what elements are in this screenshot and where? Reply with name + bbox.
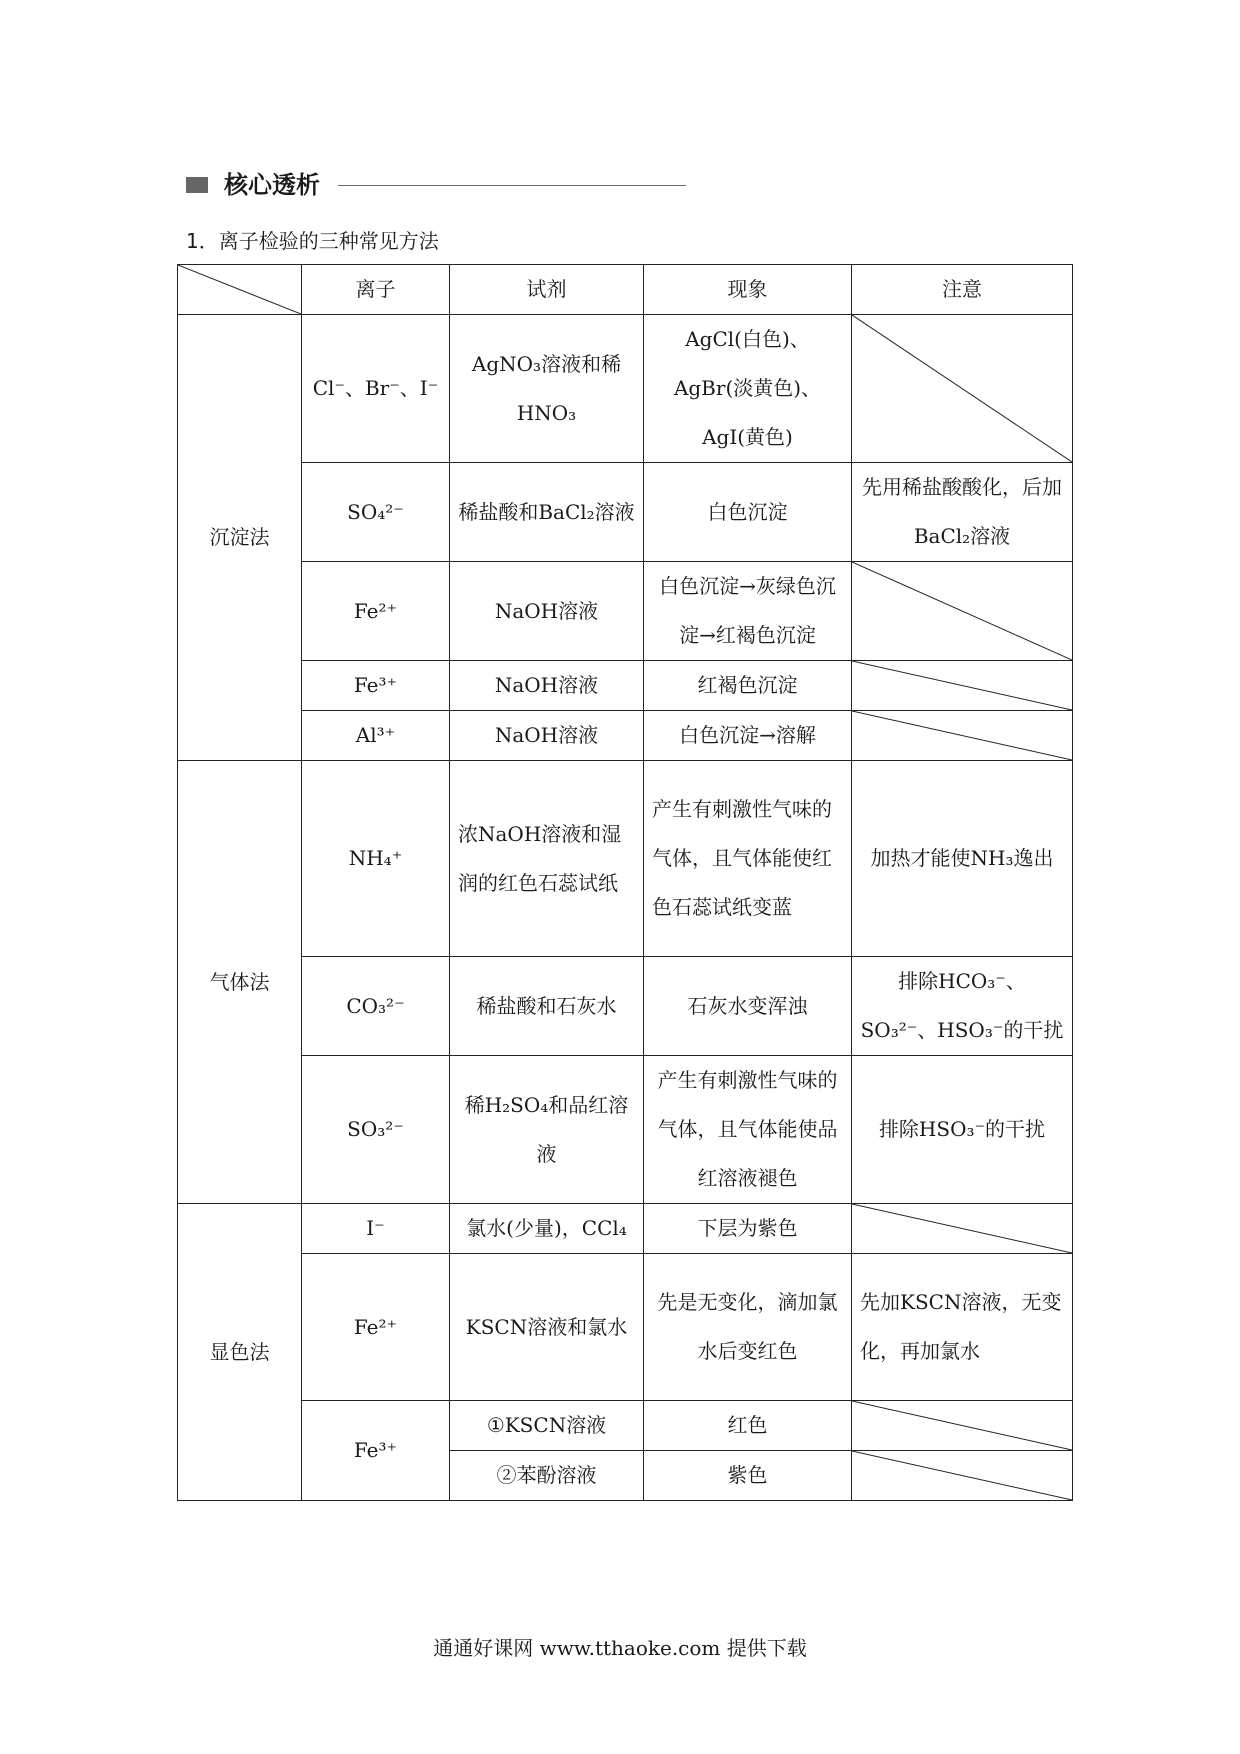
- reagent-cell: 氯水(少量)，CCl₄: [450, 1204, 644, 1254]
- phenomenon-cell: 产生有刺激性气味的气体，且气体能使品红溶液褪色: [644, 1056, 852, 1204]
- phenomenon-cell: 紫色: [644, 1451, 852, 1501]
- ion-cell: I⁻: [302, 1204, 450, 1254]
- reagent-cell: 稀盐酸和石灰水: [450, 957, 644, 1056]
- phenomenon-cell: 白色沉淀→溶解: [644, 711, 852, 761]
- phenomenon-cell: 产生有刺激性气味的气体，且气体能使红色石蕊试纸变蓝: [644, 761, 852, 957]
- note-empty-cell: [852, 562, 1073, 661]
- reagent-cell: 稀盐酸和BaCl₂溶液: [450, 463, 644, 562]
- ion-cell: SO₄²⁻: [302, 463, 450, 562]
- ion-cell: Fe²⁺: [302, 562, 450, 661]
- note-cell: 先用稀盐酸酸化，后加BaCl₂溶液: [852, 463, 1073, 562]
- phenomenon-cell: 石灰水变浑浊: [644, 957, 852, 1056]
- ion-cell: CO₃²⁻: [302, 957, 450, 1056]
- ion-cell: Al³⁺: [302, 711, 450, 761]
- reagent-cell: AgNO₃溶液和稀HNO₃: [450, 315, 644, 463]
- note-cell: 排除HCO₃⁻、SO₃²⁻、HSO₃⁻的干扰: [852, 957, 1073, 1056]
- note-cell: 先加KSCN溶液，无变化，再加氯水: [852, 1254, 1073, 1401]
- method-color: 显色法: [178, 1204, 302, 1501]
- table-row: [178, 661, 1073, 711]
- note-empty-cell: [852, 711, 1073, 761]
- section-marker-icon: [186, 177, 208, 193]
- section-divider: [338, 185, 686, 186]
- table-row: [178, 761, 1073, 957]
- header-reagent: 试剂: [450, 265, 644, 315]
- note-empty-cell: [852, 1451, 1073, 1501]
- table-row: [178, 1056, 1073, 1204]
- table-row: [178, 562, 1073, 661]
- note-empty-cell: [852, 661, 1073, 711]
- ion-cell: SO₃²⁻: [302, 1056, 450, 1204]
- footer-text: 通通好课网 www.tthaoke.com 提供下载: [433, 1636, 807, 1660]
- header-diagonal-cell: [178, 265, 302, 315]
- table-row: [178, 315, 1073, 463]
- table-row: [178, 957, 1073, 1056]
- header-note: 注意: [852, 265, 1073, 315]
- phenomenon-cell: 白色沉淀: [644, 463, 852, 562]
- reagent-cell: 浓NaOH溶液和湿润的红色石蕊试纸: [450, 761, 644, 957]
- table-row: [178, 711, 1073, 761]
- reagent-cell: NaOH溶液: [450, 711, 644, 761]
- method-precipitation: 沉淀法: [178, 315, 302, 761]
- method-gas: 气体法: [178, 761, 302, 1204]
- table-row: [178, 1254, 1073, 1401]
- note-empty-cell: [852, 1204, 1073, 1254]
- section-title: 核心透析: [224, 171, 320, 199]
- ion-cell: Fe²⁺: [302, 1254, 450, 1401]
- ion-cell: Fe³⁺: [302, 661, 450, 711]
- header-phenomenon: 现象: [644, 265, 852, 315]
- reagent-cell: NaOH溶液: [450, 562, 644, 661]
- table-header-row: [178, 265, 1073, 315]
- phenomenon-cell: 下层为紫色: [644, 1204, 852, 1254]
- table-row: [178, 463, 1073, 562]
- ion-cell: NH₄⁺: [302, 761, 450, 957]
- phenomenon-cell: AgCl(白色)、AgBr(淡黄色)、AgI(黄色): [644, 315, 852, 463]
- section-header: [186, 168, 686, 204]
- reagent-cell: ②苯酚溶液: [450, 1451, 644, 1501]
- note-empty-cell: [852, 315, 1073, 463]
- reagent-cell: KSCN溶液和氯水: [450, 1254, 644, 1401]
- phenomenon-cell: 红色: [644, 1401, 852, 1451]
- phenomenon-cell: 白色沉淀→灰绿色沉淀→红褐色沉淀: [644, 562, 852, 661]
- ion-cell: Fe³⁺: [302, 1401, 450, 1501]
- header-ion: 离子: [302, 265, 450, 315]
- table-row: [178, 1401, 1073, 1451]
- reagent-cell: ①KSCN溶液: [450, 1401, 644, 1451]
- subtitle: 1．离子检验的三种常见方法: [186, 229, 439, 253]
- note-cell: 加热才能使NH₃逸出: [852, 761, 1073, 957]
- ion-cell: Cl⁻、Br⁻、I⁻: [302, 315, 450, 463]
- reagent-cell: 稀H₂SO₄和品红溶液: [450, 1056, 644, 1204]
- table-row: [178, 1204, 1073, 1254]
- phenomenon-cell: 红褐色沉淀: [644, 661, 852, 711]
- note-cell: 排除HSO₃⁻的干扰: [852, 1056, 1073, 1204]
- note-empty-cell: [852, 1401, 1073, 1451]
- reagent-cell: NaOH溶液: [450, 661, 644, 711]
- phenomenon-cell: 先是无变化，滴加氯水后变红色: [644, 1254, 852, 1401]
- ion-test-table: [177, 264, 1073, 1501]
